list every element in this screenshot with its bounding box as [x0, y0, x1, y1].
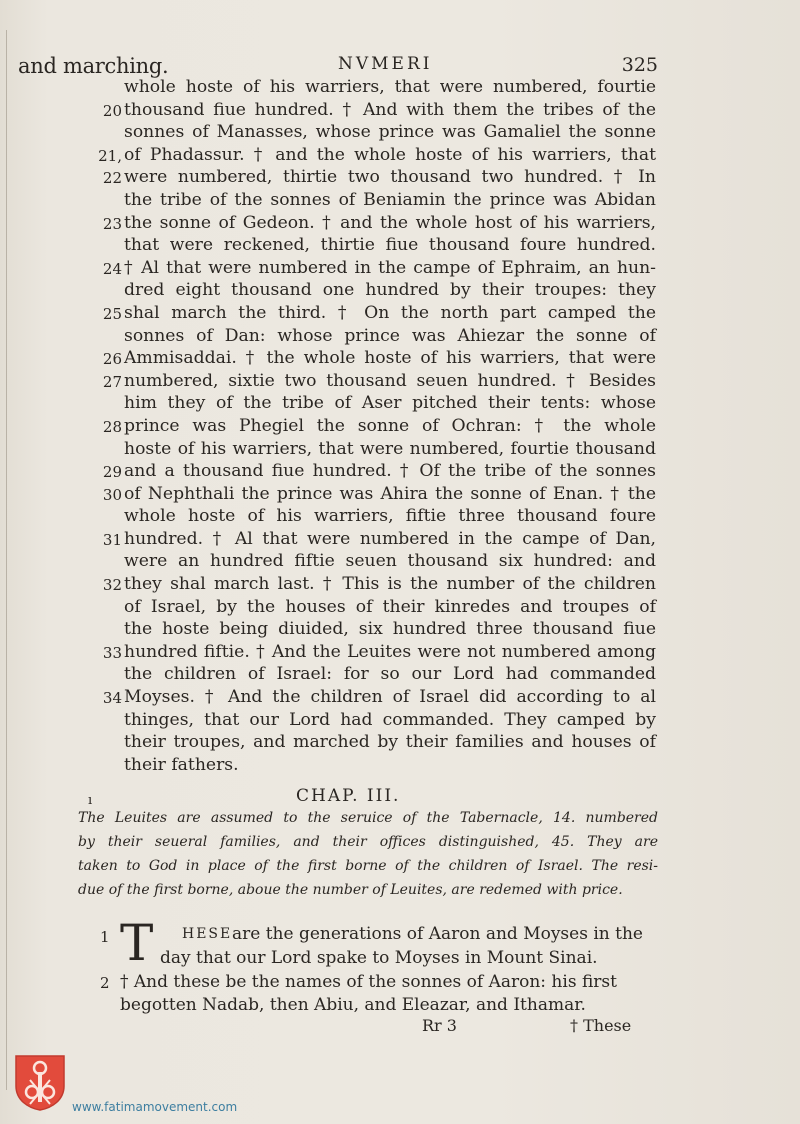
verse-text: were an hundred fiftie seuen thousand six hundred: and	[124, 551, 656, 572]
verse-text: the children of Israel: for so our Lord had commanded	[124, 664, 656, 685]
verse-text: that were reckened, thirtie fiue thousand foure hundred.	[124, 235, 656, 256]
signature-mark: Rr 3	[422, 1016, 457, 1035]
verse-text: whole hoste of his warriers, fiftie three thousand foure	[124, 506, 656, 527]
verse-number: 28	[102, 417, 122, 436]
chapter-summary	[78, 806, 658, 902]
verse-line: begotten Nadab, then Abiu, and Eleazar, and Ithamar.	[120, 995, 586, 1015]
text-line	[0, 257, 800, 280]
verse-number: 27	[102, 372, 122, 391]
verse-number: 24	[102, 259, 122, 278]
verse-text: hoste of his warriers, that were numbered, fourtie thousand	[124, 438, 656, 459]
verse-text: and a thousand fiue hundred. † Of the tribe of the sonnes	[124, 461, 656, 482]
small-caps: HESE	[182, 926, 233, 942]
verse-number: 34	[102, 689, 122, 708]
margin-mark: ı	[88, 793, 93, 808]
text-line	[0, 121, 800, 144]
text-line	[0, 234, 800, 257]
verse-text: dred eight thousand one hundred by their troupes: they	[124, 280, 656, 301]
drop-capital: T	[120, 914, 154, 972]
header-book-title: NVMERI	[338, 54, 433, 74]
text-line	[0, 144, 800, 167]
verse-text: sonnes of Manasses, whose prince was Gamaliel the sonne	[124, 122, 656, 143]
text-line	[0, 709, 800, 732]
text-line	[0, 528, 800, 551]
text-line	[0, 483, 800, 506]
verse-line: † And these be the names of the sonnes of Aaron: his first	[120, 972, 617, 992]
verse-text: him they of the tribe of Aser pitched their tents: whose	[124, 393, 656, 414]
verse-text: their fathers.	[124, 754, 239, 775]
verse-text: hundred. † Al that were numbered in the campe of Dan,	[124, 528, 656, 549]
verse-text: their troupes, and marched by their families and houses of	[124, 732, 656, 753]
verse-number: 25	[102, 304, 122, 323]
text-line	[0, 76, 800, 99]
text-line	[0, 686, 800, 709]
verse-number: 21,	[98, 146, 122, 165]
text-line	[0, 415, 800, 438]
text-line	[0, 663, 800, 686]
verse-text: the tribe of the sonnes of Beniamin the prince was Abidan	[124, 189, 656, 210]
text-line	[0, 641, 800, 664]
text-line	[0, 166, 800, 189]
verse-text: Moyses. † And the children of Israel did according to al	[124, 687, 656, 708]
verse-text: thousand fiue hundred. † And with them the tribes of the	[124, 99, 656, 120]
verse-number: 32	[102, 576, 122, 595]
website-link[interactable]: www.fatimamovement.com	[72, 1100, 238, 1114]
verse-text: thinges, that our Lord had commanded. They camped by	[124, 709, 656, 730]
verse-number: 29	[102, 463, 122, 482]
verse-text: numbered, sixtie two thousand seuen hundred. † Besides	[124, 370, 656, 391]
verse-number: 1	[100, 928, 110, 946]
text-line	[0, 212, 800, 235]
text-line	[0, 279, 800, 302]
verse-text: the sonne of Gedeon. † and the whole host of his warriers,	[124, 212, 656, 233]
chapter-title: CHAP. III.	[296, 786, 401, 806]
text-line	[0, 302, 800, 325]
verse-text: of Israel, by the houses of their kinredes and troupes of	[124, 596, 656, 617]
text-line	[0, 438, 800, 461]
summary-line: by their seueral families, and their offices distinguished, 45. They are	[78, 834, 658, 850]
verse-number: 2	[100, 974, 110, 992]
verse-text: of Phadassur. † and the whole hoste of his warriers, that	[124, 144, 656, 165]
text-line	[0, 347, 800, 370]
verse-text: Ammisaddai. † the whole hoste of his warriers, that were	[124, 348, 656, 369]
text-line	[0, 325, 800, 348]
text-line	[0, 370, 800, 393]
verse-number: 26	[102, 350, 122, 369]
verse-number: 30	[102, 485, 122, 504]
verse-text: sonnes of Dan: whose prince was Ahiezar the sonne of	[124, 325, 656, 346]
verse-number: 33	[102, 643, 122, 662]
verse-number: 31	[102, 530, 122, 549]
verse-line: are the generations of Aaron and Moyses in the	[232, 924, 643, 944]
text-line	[0, 731, 800, 754]
verse-text: they shal march last. † This is the number of the children	[124, 574, 656, 595]
text-line	[0, 460, 800, 483]
text-line	[0, 505, 800, 528]
summary-line: due of the first borne, aboue the number of Leuites, are redemed with price.	[78, 882, 623, 898]
verse-text: the hoste being diuided, six hundred three thousand fiue	[124, 619, 656, 640]
verse-lines	[0, 76, 800, 776]
verse-text: hundred fiftie. † And the Leuites were not numbered among	[124, 641, 656, 662]
catchword: † These	[570, 1016, 632, 1035]
text-line	[0, 99, 800, 122]
summary-line: taken to God in place of the first borne of the children of Israel. The resi-	[78, 858, 658, 874]
verse-number: 22	[102, 169, 122, 188]
page-number: 325	[621, 54, 658, 76]
text-line	[0, 618, 800, 641]
summary-line: The Leuites are assumed to the seruice of the Tabernacle, 14. numbered	[78, 810, 658, 826]
header-left: and marching.	[18, 54, 169, 78]
verse-text: † Al that were numbered in the campe of Ephraim, an hun-	[124, 257, 656, 278]
verse-text: of Nephthali the prince was Ahira the sonne of Enan. † the	[124, 483, 656, 504]
text-line	[0, 596, 800, 619]
verse-text: were numbered, thirtie two thousand two hundred. † In	[124, 167, 656, 188]
text-line	[0, 550, 800, 573]
verse-line: day that our Lord spake to Moyses in Mount Sinai.	[160, 948, 598, 968]
verse-text: shal march the third. † On the north part camped the	[124, 302, 656, 323]
text-line	[0, 189, 800, 212]
verse-text: prince was Phegiel the sonne of Ochran: † the whole	[124, 415, 656, 436]
text-line	[0, 392, 800, 415]
verse-number: 20	[102, 101, 122, 120]
text-line	[0, 573, 800, 596]
verse-number: 23	[102, 214, 122, 233]
verse-text: whole hoste of his warriers, that were numbered, fourtie	[124, 77, 656, 97]
text-line	[0, 754, 800, 777]
shield-logo-icon	[12, 1052, 68, 1112]
